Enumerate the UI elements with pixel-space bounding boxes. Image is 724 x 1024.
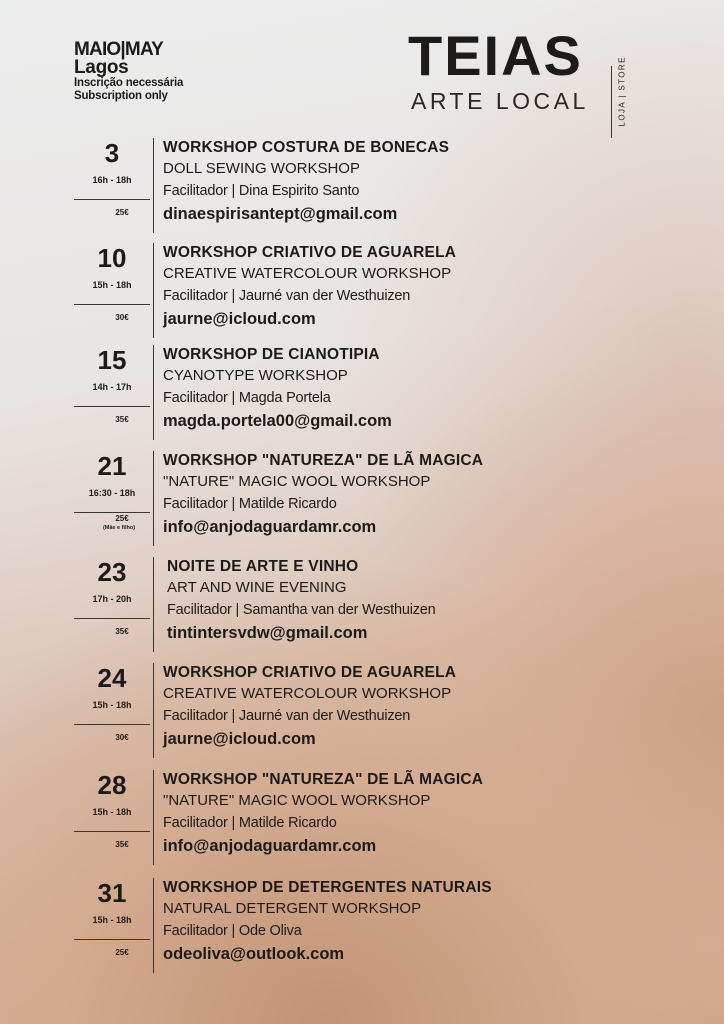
vertical-divider (153, 451, 154, 546)
event-day: 15 (97, 345, 127, 375)
event-info (163, 663, 653, 751)
event-date-column (74, 878, 150, 973)
vertical-divider (153, 243, 154, 338)
event-date-column (74, 345, 150, 440)
event-item (74, 770, 654, 865)
event-day: 10 (97, 243, 127, 273)
city-label: Lagos (74, 57, 129, 78)
event-facilitator: Facilitador | Matilde Ricardo (163, 815, 337, 831)
vertical-divider (153, 345, 154, 440)
event-title: NOITE DE ARTE E VINHO (167, 558, 359, 575)
event-time: 15h - 18h (92, 700, 132, 710)
event-date-column (74, 243, 150, 338)
event-time: 15h - 18h (92, 915, 132, 925)
event-item (74, 451, 654, 546)
logo-wordmark: TEIAS (408, 24, 583, 87)
event-time: 14h - 17h (92, 382, 132, 392)
logo-tagline: ARTE LOCAL (411, 88, 589, 114)
vertical-divider (153, 770, 154, 865)
event-title: WORKSHOP "NATUREZA" DE LÃ MAGICA (163, 771, 484, 788)
event-item (74, 663, 654, 758)
event-time: 16h - 18h (92, 175, 132, 185)
divider (74, 939, 150, 940)
event-price: 35€ (115, 840, 129, 849)
vertical-divider (153, 663, 154, 758)
event-date-column (74, 663, 150, 758)
divider (74, 831, 150, 832)
event-subtitle: ART AND WINE EVENING (167, 579, 347, 596)
event-price: 30€ (115, 313, 129, 322)
event-info (163, 878, 653, 966)
event-day: 23 (97, 557, 127, 587)
event-title: WORKSHOP CRIATIVO DE AGUARELA (163, 244, 457, 261)
event-title: WORKSHOP "NATUREZA" DE LÃ MAGICA (163, 452, 484, 469)
event-item (74, 557, 654, 652)
event-item (74, 878, 654, 973)
event-item (74, 345, 654, 440)
event-facilitator: Facilitador | Magda Portela (163, 390, 331, 406)
event-email-link[interactable]: info@anjodaguardamr.com (163, 837, 377, 855)
event-info (163, 770, 653, 858)
vertical-divider (153, 557, 154, 652)
event-time: 15h - 18h (92, 807, 132, 817)
event-day: 28 (97, 770, 127, 800)
event-email-link[interactable]: dinaespirisantept@gmail.com (163, 205, 398, 223)
event-title: WORKSHOP COSTURA DE BONECAS (163, 139, 450, 156)
vertical-divider (153, 878, 154, 973)
teias-logo (408, 24, 638, 127)
event-facilitator: Facilitador | Dina Espirito Santo (163, 183, 360, 199)
event-title: WORKSHOP DE CIANOTIPIA (163, 346, 380, 363)
subscription-note-pt: Inscrição necessária (74, 77, 184, 89)
divider (74, 304, 150, 305)
event-time: 15h - 18h (92, 280, 132, 290)
event-price: 35€ (115, 627, 129, 636)
event-price: 30€ (115, 733, 129, 742)
event-item (74, 243, 654, 338)
event-price: 25€ (115, 948, 129, 957)
event-day: 21 (97, 451, 127, 481)
month-label: MAIO|MAY (74, 39, 163, 60)
event-time: 16:30 - 18h (88, 488, 136, 498)
event-day: 3 (104, 138, 120, 168)
event-facilitator: Facilitador | Jaurné van der Westhuizen (163, 288, 411, 304)
event-subtitle: "NATURE" MAGIC WOOL WORKSHOP (163, 473, 431, 490)
event-day: 31 (97, 878, 127, 908)
event-price: 25€ (115, 514, 129, 523)
event-facilitator: Facilitador | Samantha van der Westhuizen (167, 602, 436, 618)
event-price-note: (Mãe e filho) (102, 525, 136, 531)
event-subtitle: CREATIVE WATERCOLOUR WORKSHOP (163, 265, 452, 282)
event-facilitator: Facilitador | Jaurné van der Westhuizen (163, 708, 411, 724)
event-info (163, 138, 653, 226)
divider (74, 724, 150, 725)
event-info (163, 243, 653, 331)
event-email-link[interactable]: info@anjodaguardamr.com (163, 518, 377, 536)
logo-divider (611, 66, 612, 138)
divider (74, 512, 150, 513)
divider (74, 406, 150, 407)
logo-side-text: LOJA | STORE (617, 56, 627, 127)
vertical-divider (153, 138, 154, 233)
event-email-link[interactable]: magda.portela00@gmail.com (163, 412, 392, 430)
header-info (74, 40, 183, 103)
event-email-link[interactable]: odeoliva@outlook.com (163, 945, 345, 963)
subscription-note-en: Subscription only (74, 90, 168, 102)
event-day: 24 (97, 663, 127, 693)
event-time: 17h - 20h (92, 594, 132, 604)
divider (74, 199, 150, 200)
event-email-link[interactable]: jaurne@icloud.com (163, 310, 316, 328)
event-date-column (74, 557, 150, 652)
event-title: WORKSHOP CRIATIVO DE AGUARELA (163, 664, 457, 681)
event-info (163, 451, 653, 539)
event-item (74, 138, 654, 233)
event-info (167, 557, 657, 645)
event-facilitator: Facilitador | Matilde Ricardo (163, 496, 337, 512)
event-price: 35€ (115, 415, 129, 424)
event-info (163, 345, 653, 433)
event-date-column (74, 770, 150, 865)
event-date-column (74, 451, 150, 546)
event-date-column (74, 138, 150, 233)
event-email-link[interactable]: tintintersvdw@gmail.com (167, 624, 368, 642)
event-title: WORKSHOP DE DETERGENTES NATURAIS (163, 879, 492, 896)
event-facilitator: Facilitador | Ode Oliva (163, 923, 302, 939)
divider (74, 618, 150, 619)
event-subtitle: DOLL SEWING WORKSHOP (163, 160, 360, 177)
event-price: 25€ (115, 208, 129, 217)
event-subtitle: NATURAL DETERGENT WORKSHOP (163, 900, 422, 917)
event-subtitle: CREATIVE WATERCOLOUR WORKSHOP (163, 685, 452, 702)
event-subtitle: "NATURE" MAGIC WOOL WORKSHOP (163, 792, 431, 809)
event-subtitle: CYANOTYPE WORKSHOP (163, 367, 348, 384)
event-email-link[interactable]: jaurne@icloud.com (163, 730, 316, 748)
